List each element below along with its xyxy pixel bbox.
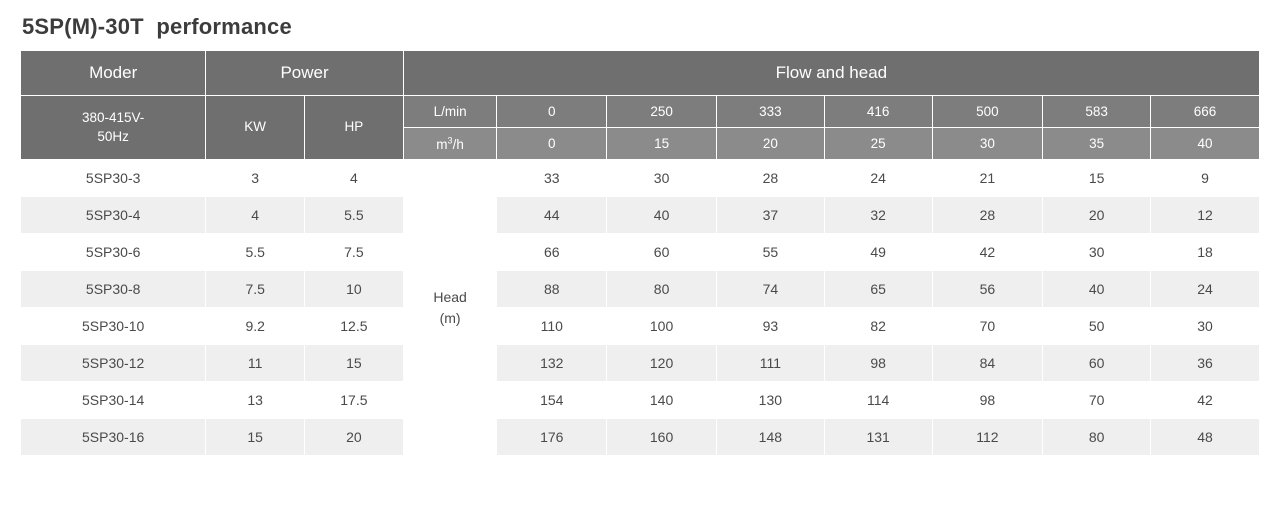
cell-head-1: 100: [607, 308, 717, 345]
cell-model: 5SP30-8: [21, 271, 206, 308]
cell-hp: 5.5: [305, 197, 404, 234]
header-lmin-2: 333: [716, 96, 824, 128]
cell-head-2: 74: [716, 271, 824, 308]
cell-head-0: 44: [497, 197, 607, 234]
header-lmin-6: 666: [1151, 96, 1260, 128]
cell-head-0: 110: [497, 308, 607, 345]
cell-kw: 7.5: [206, 271, 305, 308]
m3h-prefix: m: [436, 136, 448, 152]
cell-head-3: 98: [824, 345, 932, 382]
cell-head-4: 112: [932, 419, 1043, 456]
head-label-line1: Head: [433, 289, 467, 306]
cell-head-3: 24: [824, 160, 932, 197]
cell-head-6: 48: [1151, 419, 1260, 456]
cell-head-2: 55: [716, 234, 824, 271]
cell-model: 5SP30-10: [21, 308, 206, 345]
cell-head-6: 42: [1151, 382, 1260, 419]
header-m3h-label: [403, 128, 497, 160]
header-lmin-1: 250: [607, 96, 717, 128]
header-m3h-6: 40: [1151, 128, 1260, 160]
cell-kw: 4: [206, 197, 305, 234]
header-voltage: 380-415V-: [82, 110, 145, 126]
header-frequency: 50Hz: [97, 128, 129, 144]
cell-model: 5SP30-12: [21, 345, 206, 382]
cell-head-5: 50: [1043, 308, 1151, 345]
cell-model: 5SP30-16: [21, 419, 206, 456]
cell-head-3: 131: [824, 419, 932, 456]
cell-head-5: 15: [1043, 160, 1151, 197]
cell-hp: 12.5: [305, 308, 404, 345]
header-m3h-0: 0: [497, 128, 607, 160]
header-m3h-5: 35: [1043, 128, 1151, 160]
header-lmin-0: 0: [497, 96, 607, 128]
cell-head-0: 154: [497, 382, 607, 419]
table-row: [21, 271, 1260, 308]
cell-head-5: 40: [1043, 271, 1151, 308]
cell-head-1: 140: [607, 382, 717, 419]
cell-kw: 5.5: [206, 234, 305, 271]
cell-head-4: 70: [932, 308, 1043, 345]
cell-head-3: 82: [824, 308, 932, 345]
cell-head-0: 132: [497, 345, 607, 382]
cell-hp: 10: [305, 271, 404, 308]
cell-head-4: 28: [932, 197, 1043, 234]
table-row: [21, 160, 1260, 197]
cell-head-2: 148: [716, 419, 824, 456]
cell-head-4: 98: [932, 382, 1043, 419]
cell-head-1: 120: [607, 345, 717, 382]
cell-hp: 7.5: [305, 234, 404, 271]
cell-head-3: 32: [824, 197, 932, 234]
cell-kw: 11: [206, 345, 305, 382]
table-row: [21, 197, 1260, 234]
cell-head-5: 60: [1043, 345, 1151, 382]
header-lmin-4: 500: [932, 96, 1043, 128]
header-power: Power: [206, 51, 403, 96]
cell-hp: 15: [305, 345, 404, 382]
cell-head-3: 114: [824, 382, 932, 419]
cell-head-4: 42: [932, 234, 1043, 271]
cell-head-1: 60: [607, 234, 717, 271]
cell-head-0: 176: [497, 419, 607, 456]
head-label-line2: (m): [439, 309, 461, 326]
header-lmin-label: L/min: [403, 96, 497, 128]
table-row: [21, 345, 1260, 382]
cell-head-5: 70: [1043, 382, 1151, 419]
performance-table: [20, 50, 1260, 456]
header-kw: KW: [206, 96, 305, 160]
cell-head-6: 24: [1151, 271, 1260, 308]
cell-head-2: 130: [716, 382, 824, 419]
cell-hp: 20: [305, 419, 404, 456]
table-row: [21, 234, 1260, 271]
header-hp: HP: [305, 96, 404, 160]
table-header-row-top: [21, 51, 1260, 96]
table-header-row-lmin: [21, 96, 1260, 128]
header-m3h-4: 30: [932, 128, 1043, 160]
cell-head-0: 66: [497, 234, 607, 271]
head-unit-label: [403, 160, 497, 456]
cell-head-2: 93: [716, 308, 824, 345]
cell-model: 5SP30-4: [21, 197, 206, 234]
cell-head-4: 84: [932, 345, 1043, 382]
cell-head-5: 80: [1043, 419, 1151, 456]
cell-head-2: 111: [716, 345, 824, 382]
page-title: 5SP(M)-30T performance: [22, 14, 292, 39]
cell-model: 5SP30-3: [21, 160, 206, 197]
cell-head-0: 33: [497, 160, 607, 197]
cell-head-6: 9: [1151, 160, 1260, 197]
cell-model: 5SP30-14: [21, 382, 206, 419]
table-row: [21, 308, 1260, 345]
cell-head-5: 20: [1043, 197, 1151, 234]
cell-kw: 3: [206, 160, 305, 197]
cell-model: 5SP30-6: [21, 234, 206, 271]
cell-head-3: 65: [824, 271, 932, 308]
cell-head-1: 40: [607, 197, 717, 234]
header-m3h-1: 15: [607, 128, 717, 160]
header-lmin-5: 583: [1043, 96, 1151, 128]
cell-head-3: 49: [824, 234, 932, 271]
cell-kw: 13: [206, 382, 305, 419]
header-moder: Moder: [21, 51, 206, 96]
m3h-sup: 3: [447, 135, 453, 146]
table-row: [21, 382, 1260, 419]
cell-head-4: 56: [932, 271, 1043, 308]
cell-head-1: 30: [607, 160, 717, 197]
cell-head-0: 88: [497, 271, 607, 308]
cell-kw: 9.2: [206, 308, 305, 345]
cell-head-2: 37: [716, 197, 824, 234]
cell-head-6: 36: [1151, 345, 1260, 382]
table-row: [21, 419, 1260, 456]
header-m3h-3: 25: [824, 128, 932, 160]
cell-hp: 4: [305, 160, 404, 197]
cell-hp: 17.5: [305, 382, 404, 419]
header-voltage-frequency: [21, 96, 206, 160]
cell-head-1: 160: [607, 419, 717, 456]
cell-head-1: 80: [607, 271, 717, 308]
cell-head-6: 12: [1151, 197, 1260, 234]
header-m3h-2: 20: [716, 128, 824, 160]
cell-head-2: 28: [716, 160, 824, 197]
header-flow-and-head: Flow and head: [403, 51, 1259, 96]
cell-head-6: 30: [1151, 308, 1260, 345]
header-lmin-3: 416: [824, 96, 932, 128]
m3h-suffix: /h: [452, 136, 464, 152]
cell-head-6: 18: [1151, 234, 1260, 271]
cell-kw: 15: [206, 419, 305, 456]
cell-head-5: 30: [1043, 234, 1151, 271]
cell-head-4: 21: [932, 160, 1043, 197]
